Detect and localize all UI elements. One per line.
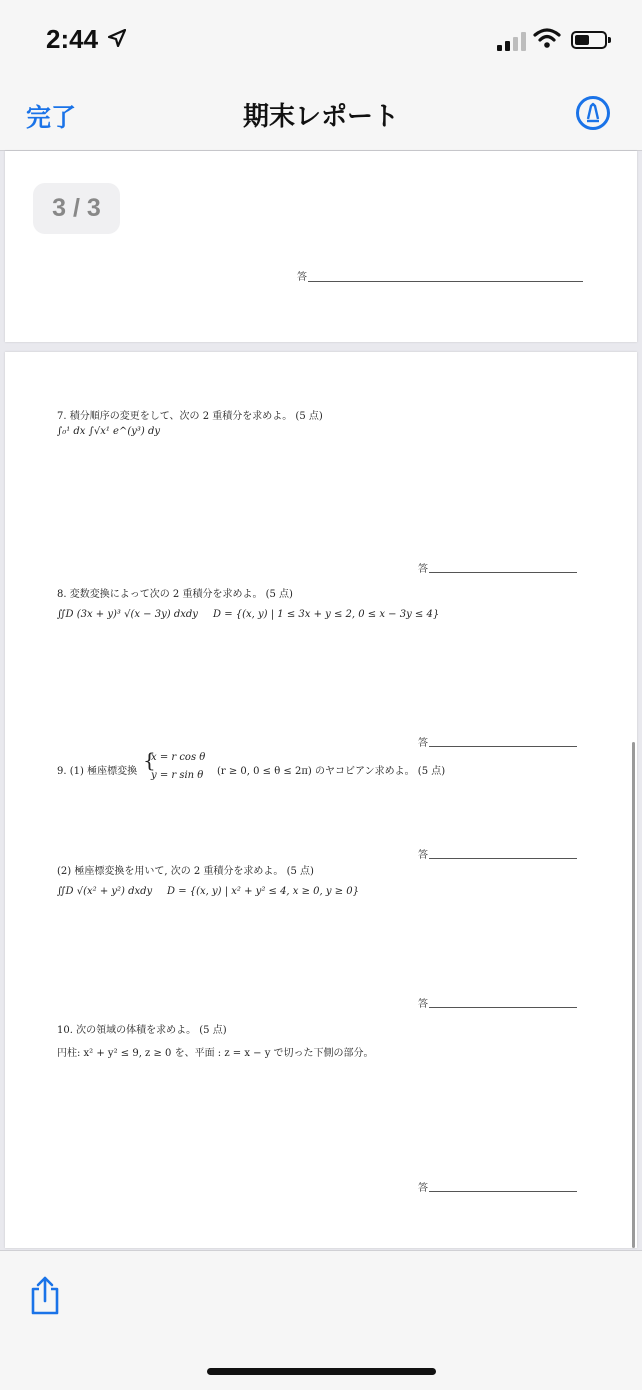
question-9-2-formula: ∬D √(x² + y²) dxdy bbox=[57, 886, 153, 897]
answer-line bbox=[308, 281, 583, 282]
answer-line bbox=[429, 746, 577, 747]
answer-line bbox=[429, 1191, 577, 1192]
answer-label: 答 bbox=[418, 564, 428, 575]
question-9-1-suffix: (r ≥ 0, 0 ≤ θ ≤ 2π) のヤコビアン求めよ。 (5 点) bbox=[217, 766, 446, 777]
battery-icon bbox=[571, 31, 607, 49]
markup-pen-icon bbox=[579, 99, 607, 127]
share-button[interactable] bbox=[28, 1275, 62, 1321]
question-8-text: 8. 変数変換によって次の 2 重積分を求めよ。 (5 点) bbox=[57, 589, 293, 600]
bottom-toolbar bbox=[0, 1250, 642, 1390]
question-9-2-text: (2) 極座標変換を用いて, 次の 2 重積分を求めよ。 (5 点) bbox=[57, 866, 314, 877]
page-title: 期末レポート bbox=[242, 101, 399, 131]
scrollbar[interactable] bbox=[632, 742, 635, 1248]
share-icon bbox=[28, 1275, 62, 1317]
pdf-page-previous bbox=[5, 151, 637, 342]
nav-bar bbox=[0, 80, 642, 151]
question-7-text: 7. 積分順序の変更をして、次の 2 重積分を求めよ。 (5 点) bbox=[57, 411, 323, 422]
page-indicator: 3 / 3 bbox=[33, 183, 120, 234]
status-bar bbox=[0, 0, 642, 80]
question-8-domain: D = {(x, y) | 1 ≤ 3x + y ≤ 2, 0 ≤ x − 3y ≤ 4} bbox=[213, 609, 440, 620]
question-8-formula: ∬D (3x + y)³ √(x − 3y) dxdy bbox=[57, 609, 198, 620]
wifi-icon bbox=[533, 27, 561, 49]
home-indicator[interactable] bbox=[207, 1368, 436, 1375]
answer-line bbox=[429, 1007, 577, 1008]
answer-line bbox=[429, 858, 577, 859]
question-9-1-eq2: y = r sin θ bbox=[151, 770, 204, 781]
pdf-page-current bbox=[5, 352, 637, 1248]
location-arrow-icon bbox=[108, 29, 126, 47]
question-10-body: 円柱: x² + y² ≤ 9, z ≥ 0 を、平面 : z = x − y で切った下側の部分。 bbox=[57, 1048, 374, 1059]
answer-label: 答 bbox=[418, 1183, 428, 1194]
answer-label: 答 bbox=[418, 850, 428, 861]
answer-label: 答 bbox=[297, 272, 307, 283]
markup-button[interactable] bbox=[576, 96, 610, 130]
answer-label: 答 bbox=[418, 999, 428, 1010]
brace: { bbox=[143, 748, 156, 772]
question-9-2-domain: D = {(x, y) | x² + y² ≤ 4, x ≥ 0, y ≥ 0} bbox=[167, 886, 359, 897]
status-time: 2:44 bbox=[46, 24, 99, 54]
answer-line bbox=[429, 572, 577, 573]
question-7-formula: ∫₀¹ dx ∫√x¹ e^(y³) dy bbox=[57, 426, 161, 437]
done-button[interactable]: 完了 bbox=[26, 104, 77, 132]
question-9-1-prefix: 9. (1) 極座標変換 bbox=[57, 766, 138, 777]
answer-label: 答 bbox=[418, 738, 428, 749]
question-10-text: 10. 次の領域の体積を求めよ。 (5 点) bbox=[57, 1025, 227, 1036]
signal-icon bbox=[497, 31, 527, 51]
question-9-1-eq1: x = r cos θ bbox=[151, 752, 206, 763]
